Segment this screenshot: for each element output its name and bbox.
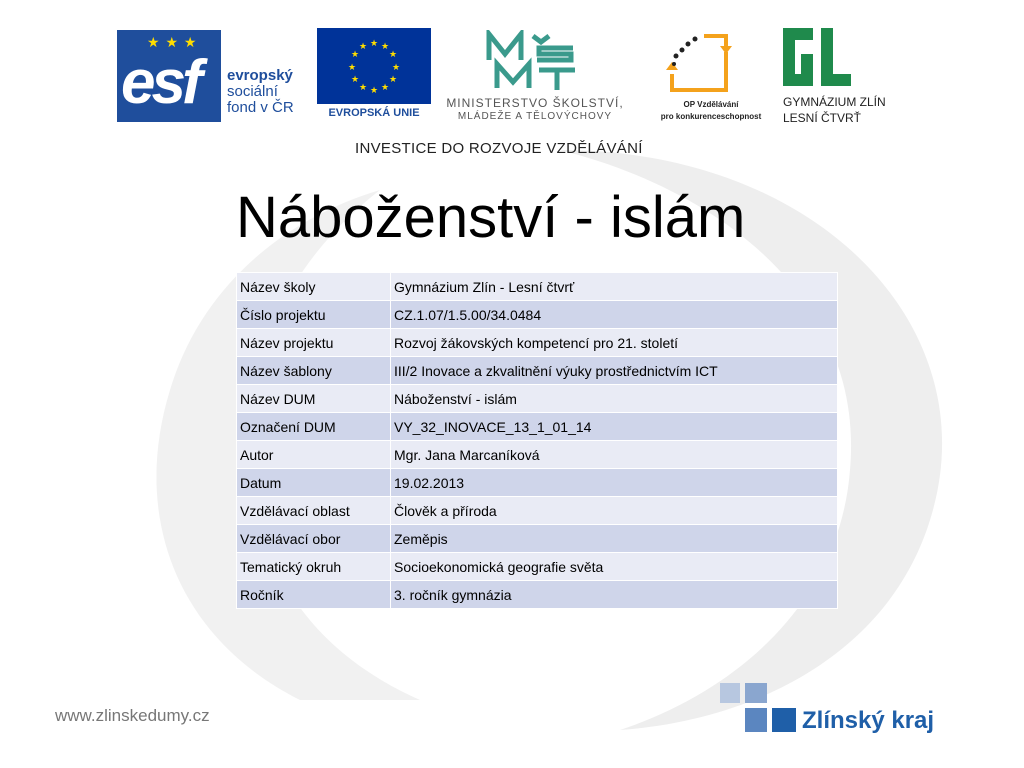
op-line2: pro konkurenceschopnost	[660, 112, 762, 121]
table-row	[237, 385, 838, 413]
table-key-cell: Ročník	[237, 581, 391, 609]
esf-line2: sociální	[227, 83, 278, 100]
svg-text:★: ★	[358, 42, 368, 52]
table-row	[237, 301, 838, 329]
svg-text:★: ★	[358, 83, 368, 93]
svg-text:★: ★	[388, 75, 398, 85]
gymnazium-line2: LESNÍ ČTVRŤ	[783, 111, 862, 125]
table-row	[237, 357, 838, 385]
svg-text:★: ★	[380, 42, 390, 52]
table-value-cell: Zeměpis	[391, 525, 838, 553]
esf-stars-icon: ★ ★ ★	[147, 34, 198, 50]
gymnazium-text	[783, 94, 886, 126]
svg-text:★: ★	[350, 75, 360, 85]
table-key-cell: Autor	[237, 441, 391, 469]
table-value-cell: Rozvoj žákovských kompetencí pro 21. století	[391, 329, 838, 357]
table-key-cell: Název školy	[237, 273, 391, 301]
esf-line1: evropský	[227, 67, 293, 84]
eu-label: EVROPSKÁ UNIE	[328, 107, 420, 119]
eu-stars-icon	[345, 38, 403, 96]
gymnazium-mark-icon	[783, 28, 853, 86]
table-value-cell: 19.02.2013	[391, 469, 838, 497]
table-row	[237, 413, 838, 441]
table-value-cell: 3. ročník gymnázia	[391, 581, 838, 609]
table-value-cell: VY_32_INOVACE_13_1_01_14	[391, 413, 838, 441]
table-value-cell: CZ.1.07/1.5.00/34.0484	[391, 301, 838, 329]
op-logo	[658, 30, 764, 126]
kraj-square-icon	[720, 683, 740, 703]
esf-wordmark: esf	[121, 48, 199, 117]
table-key-cell: Číslo projektu	[237, 301, 391, 329]
table-row	[237, 469, 838, 497]
info-table	[236, 272, 838, 609]
esf-logo	[117, 30, 307, 122]
kraj-square-icon	[772, 708, 796, 732]
op-line1: OP Vzdělávání	[683, 100, 739, 109]
esf-line3: fond v ČR	[227, 99, 294, 116]
table-key-cell: Označení DUM	[237, 413, 391, 441]
table-row	[237, 525, 838, 553]
svg-text:★: ★	[347, 63, 357, 73]
eu-logo	[317, 28, 431, 124]
table-value-cell: III/2 Inovace a zkvalitnění výuky prostřednictvím ICT	[391, 357, 838, 385]
msmt-logo	[437, 30, 633, 126]
msmt-line1: MINISTERSTVO ŠKOLSTVÍ,	[446, 96, 624, 110]
table-key-cell: Název DUM	[237, 385, 391, 413]
table-value-cell: Gymnázium Zlín - Lesní čtvrť	[391, 273, 838, 301]
gymnazium-logo	[783, 28, 913, 128]
kraj-square-icon	[745, 683, 767, 703]
table-row	[237, 273, 838, 301]
svg-text:★: ★	[369, 86, 379, 96]
table-row	[237, 581, 838, 609]
svg-text:★: ★	[380, 83, 390, 93]
table-value-cell: Mgr. Jana Marcaníková	[391, 441, 838, 469]
investice-heading: INVESTICE DO ROZVOJE VZDĚLÁVÁNÍ	[355, 140, 643, 157]
zlinsky-kraj-logo	[720, 683, 970, 743]
table-key-cell: Název projektu	[237, 329, 391, 357]
table-value-cell: Socioekonomická geografie světa	[391, 553, 838, 581]
svg-text:★: ★	[350, 50, 360, 60]
msmt-line2: MLÁDEŽE A TĚLOVÝCHOVY	[457, 111, 613, 122]
table-row	[237, 329, 838, 357]
table-row	[237, 497, 838, 525]
table-row	[237, 553, 838, 581]
table-key-cell: Vzdělávací obor	[237, 525, 391, 553]
op-mark-icon	[664, 30, 734, 94]
gymnazium-line1: GYMNÁZIUM ZLÍN	[783, 95, 886, 109]
svg-text:★: ★	[391, 63, 401, 73]
svg-text:★: ★	[369, 39, 379, 49]
msmt-mark-icon	[483, 30, 583, 92]
esf-text	[227, 68, 294, 116]
website-link[interactable]: www.zlinskedumy.cz	[55, 706, 210, 725]
table-row	[237, 441, 838, 469]
kraj-square-icon	[745, 708, 767, 732]
table-value-cell: Člověk a příroda	[391, 497, 838, 525]
table-key-cell: Datum	[237, 469, 391, 497]
table-key-cell: Tematický okruh	[237, 553, 391, 581]
page-title: Náboženství - islám	[236, 185, 746, 250]
svg-text:★: ★	[388, 50, 398, 60]
table-key-cell: Vzdělávací oblast	[237, 497, 391, 525]
kraj-label: Zlínský kraj	[802, 707, 935, 734]
table-value-cell: Náboženství - islám	[391, 385, 838, 413]
info-table-body	[237, 273, 838, 609]
table-key-cell: Název šablony	[237, 357, 391, 385]
